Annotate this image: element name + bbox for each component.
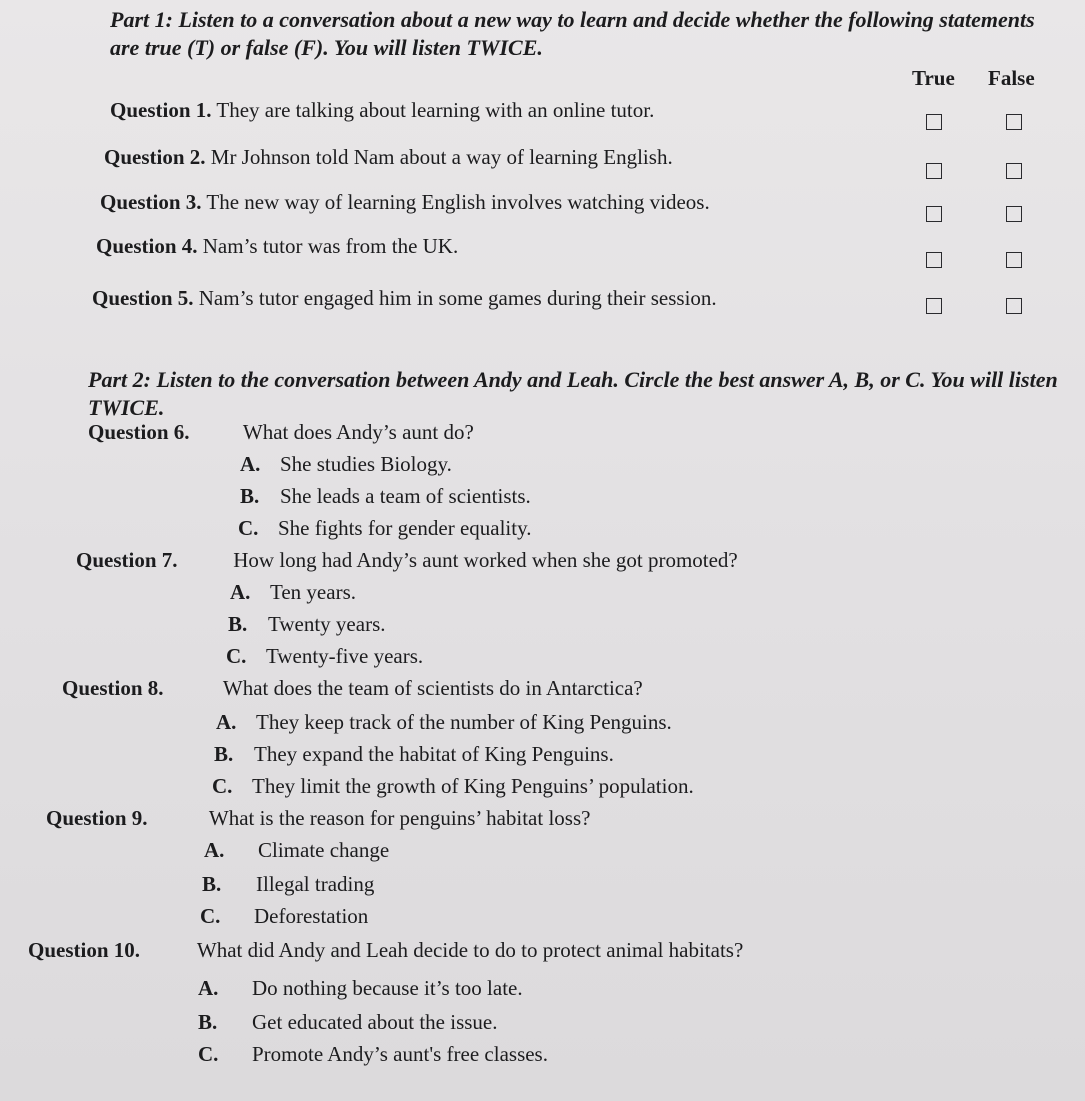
question-label: Question 9. [46,806,148,830]
question-label: Question 8. [62,676,164,700]
question-text: Nam’s tutor engaged him in some games during their session. [198,286,717,310]
option-letter: B. [240,484,260,508]
false-column-header: False [988,66,1035,90]
option-a[interactable] [216,710,672,735]
option-letter: A. [198,976,219,1000]
option-b[interactable] [198,1010,498,1035]
question-label: Question 2. [104,145,206,169]
option-letter: B. [228,612,248,636]
false-checkbox[interactable] [1006,252,1022,268]
tf-question-2 [0,145,1085,185]
option-text: Twenty years. [268,612,386,636]
option-letter: A. [216,710,237,734]
option-text: Deforestation [254,904,369,928]
question-text: Mr Johnson told Nam about a way of learning English. [210,145,673,169]
option-text: Promote Andy’s aunt's free classes. [252,1042,548,1066]
question-label: Question 4. [96,234,198,258]
option-letter: C. [226,644,247,668]
option-b[interactable] [228,612,386,637]
option-b[interactable] [202,872,374,897]
true-column-header: True [912,66,955,90]
mc-question-9 [46,806,590,831]
question-text: How long had Andy’s aunt worked when she got promoted? [233,548,738,572]
option-letter: A. [240,452,261,476]
question-text: What does Andy’s aunt do? [242,420,474,444]
question-text: What is the reason for penguins’ habitat loss? [208,806,591,830]
question-text: What does the team of scientists do in Antarctica? [222,676,643,700]
option-text: Twenty-five years. [266,644,424,668]
mc-question-6 [88,420,474,445]
option-a[interactable] [230,580,356,605]
option-c[interactable] [200,904,368,929]
option-letter: B. [202,872,222,896]
option-letter: A. [204,838,225,862]
option-c[interactable] [226,644,423,669]
option-text: She leads a team of scientists. [280,484,531,508]
question-label: Question 6. [88,420,190,444]
option-letter: A. [230,580,251,604]
true-checkbox[interactable] [926,114,942,130]
option-a[interactable] [240,452,452,477]
false-checkbox[interactable] [1006,298,1022,314]
tf-question-5 [0,286,1085,326]
option-text: Climate change [258,838,390,862]
part2-instructions: Part 2: Listen to the conversation between Andy and Leah. Circle the best answer A, B, or C. You will listen TWICE. [88,367,1058,420]
option-letter: C. [198,1042,219,1066]
mc-question-8 [62,676,643,701]
true-checkbox[interactable] [926,252,942,268]
option-b[interactable] [214,742,614,767]
question-text: What did Andy and Leah decide to do to protect animal habitats? [196,938,744,962]
option-text: Do nothing because it’s too late. [252,976,523,1000]
false-checkbox[interactable] [1006,163,1022,179]
tf-question-4 [0,234,1085,274]
mc-question-10 [28,938,743,963]
option-text: She studies Biology. [280,452,452,476]
question-label: Question 5. [92,286,194,310]
question-text: The new way of learning English involves watching videos. [206,190,710,214]
option-letter: C. [212,774,233,798]
option-a[interactable] [204,838,389,863]
option-text: Get educated about the issue. [252,1010,498,1034]
question-label: Question 10. [28,938,141,962]
option-text: Illegal trading [256,872,375,896]
question-text: Nam’s tutor was from the UK. [202,234,459,258]
option-text: She fights for gender equality. [278,516,532,540]
true-checkbox[interactable] [926,298,942,314]
option-text: They expand the habitat of King Penguins. [254,742,614,766]
true-checkbox[interactable] [926,206,942,222]
option-letter: B. [214,742,234,766]
question-label: Question 7. [76,548,178,572]
tf-question-3 [0,190,1085,230]
false-checkbox[interactable] [1006,206,1022,222]
option-text: They keep track of the number of King Penguins. [256,710,672,734]
option-letter: C. [238,516,259,540]
mc-question-7 [76,548,738,573]
option-a[interactable] [198,976,523,1001]
option-letter: C. [200,904,221,928]
question-text: They are talking about learning with an online tutor. [216,98,655,122]
tf-question-1 [0,98,1085,138]
option-c[interactable] [212,774,694,799]
part1-instructions: Part 1: Listen to a conversation about a new way to learn and decide whether the following statements are true (T) or false (F). You will listen TWICE. [110,7,1035,60]
option-c[interactable] [198,1042,548,1067]
option-text: They limit the growth of King Penguins’ population. [252,774,694,798]
option-c[interactable] [238,516,532,541]
question-label: Question 3. [100,190,202,214]
option-b[interactable] [240,484,531,509]
option-letter: B. [198,1010,218,1034]
false-checkbox[interactable] [1006,114,1022,130]
question-label: Question 1. [110,98,212,122]
option-text: Ten years. [270,580,356,604]
true-checkbox[interactable] [926,163,942,179]
